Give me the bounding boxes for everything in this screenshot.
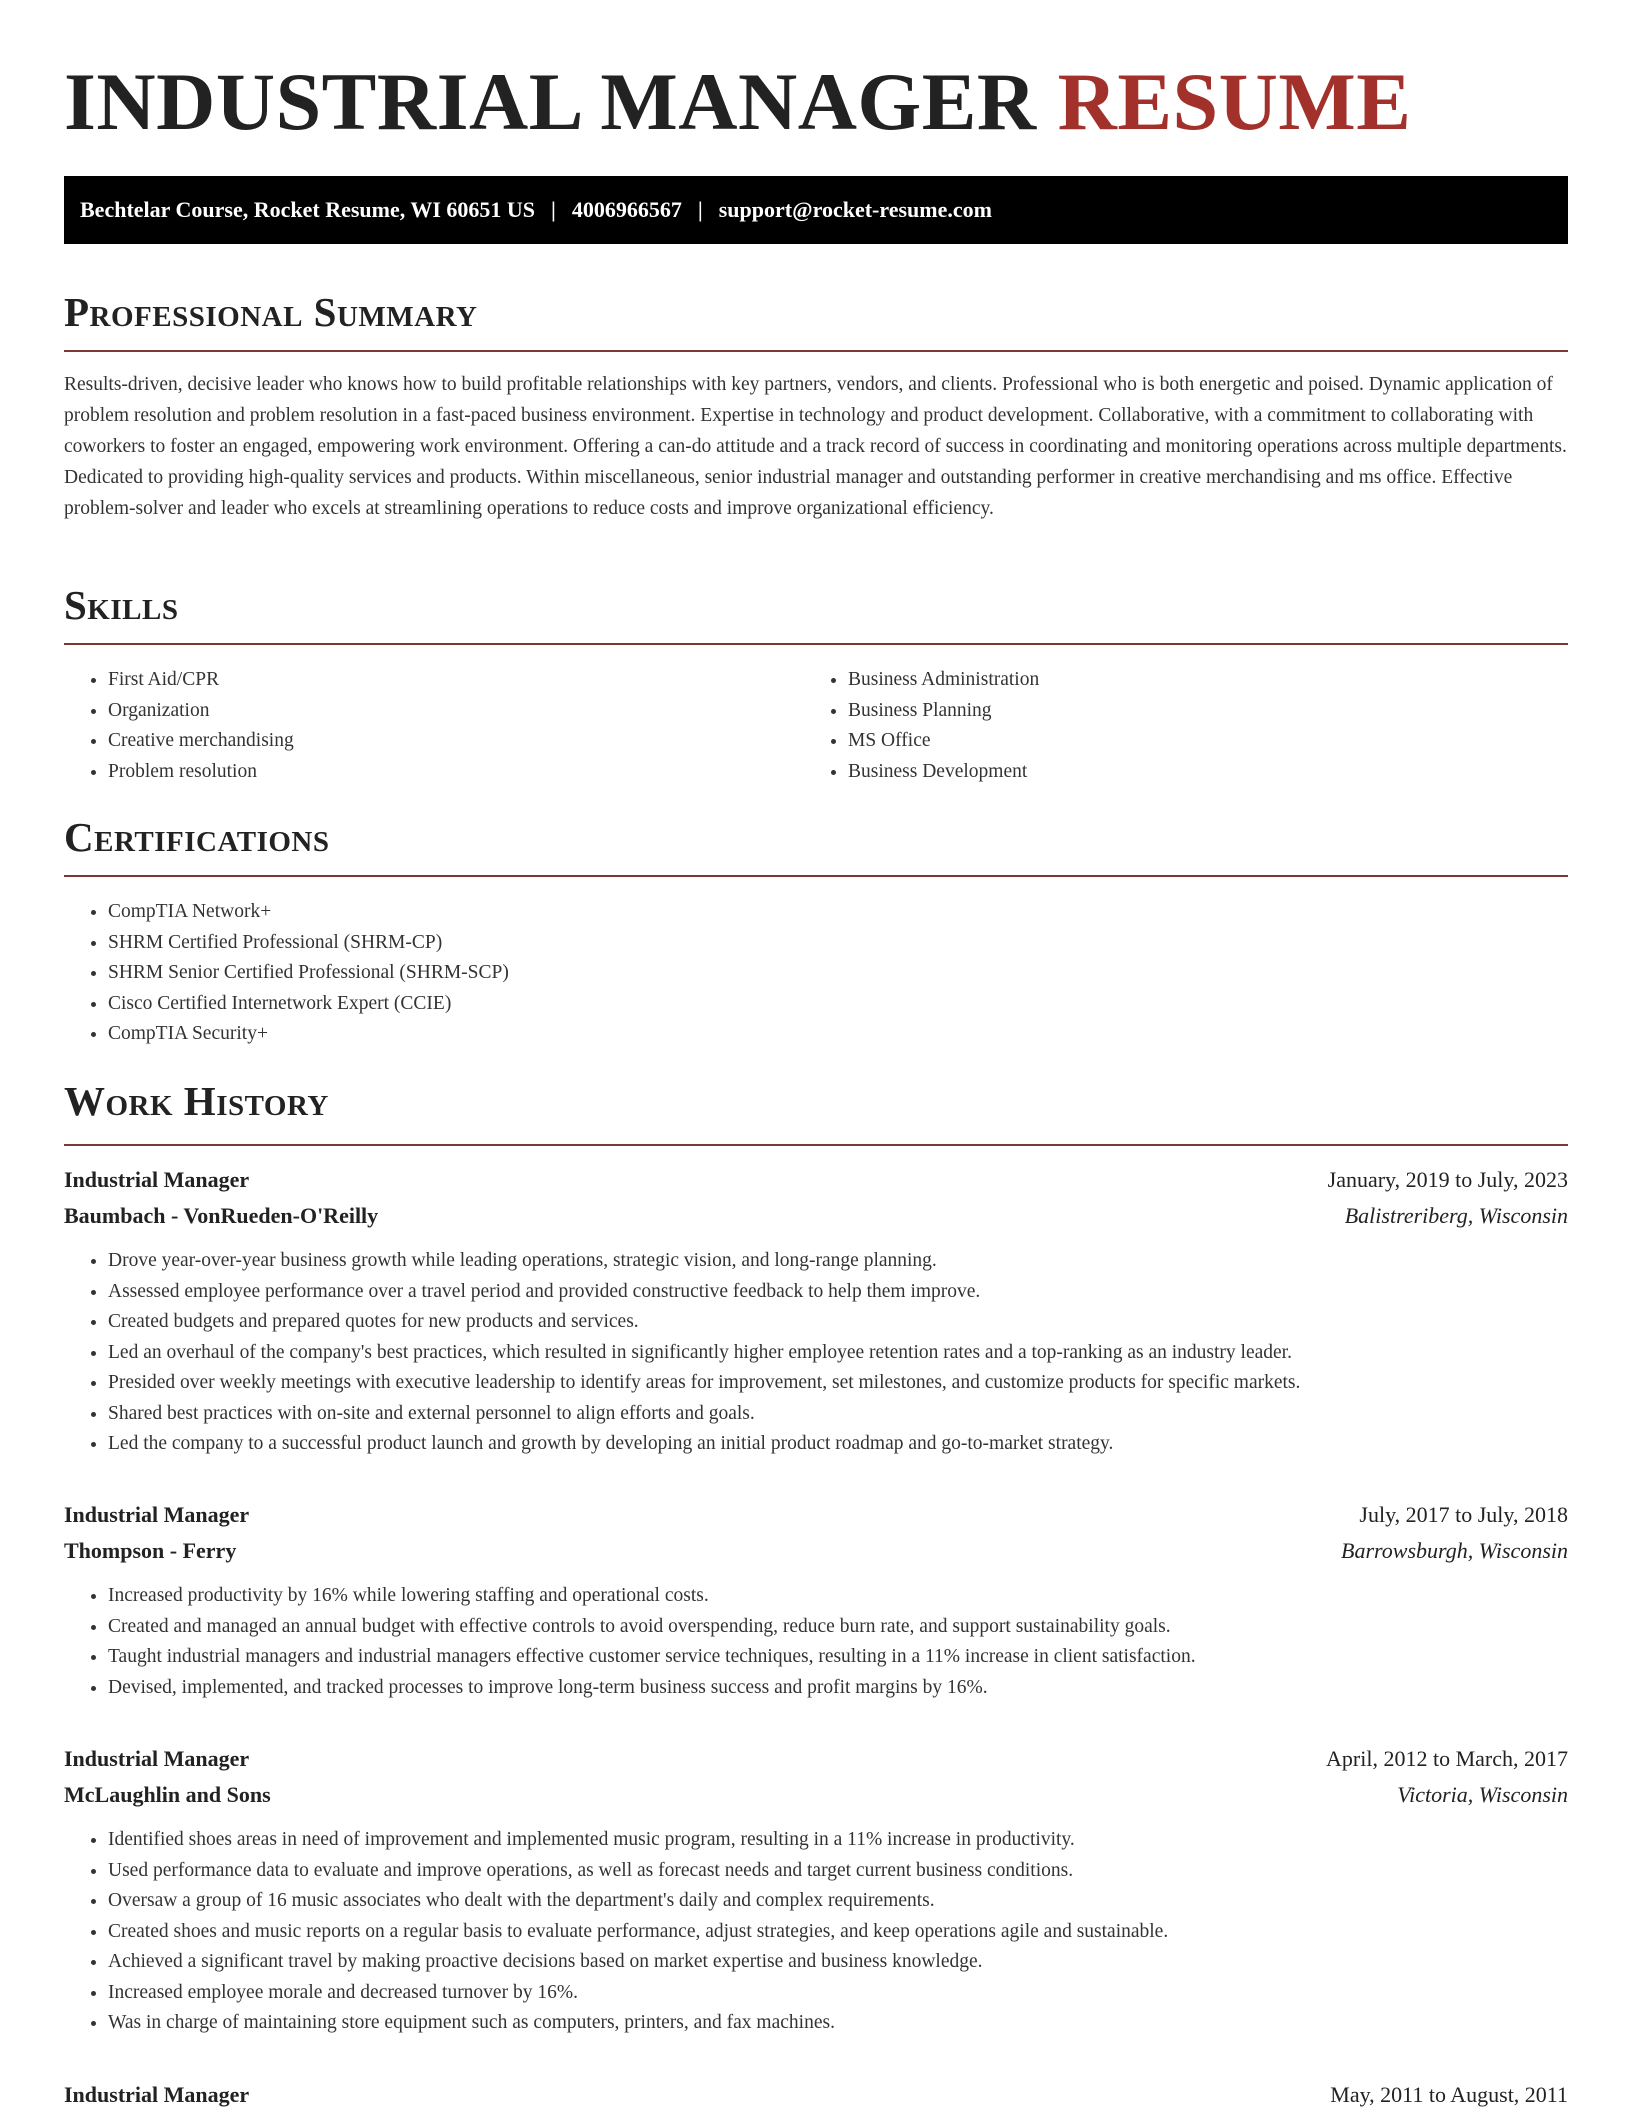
section-summary-heading [64, 286, 1568, 352]
title-accent: RESUME [1057, 56, 1412, 147]
job-company-row [64, 1533, 1568, 1569]
certification-item: • SHRM Senior Certified Professional (SHRM-SCP) [108, 958, 1108, 989]
title-main: INDUSTRIAL MANAGER [64, 56, 1037, 147]
section-work-history-heading [64, 1075, 1568, 1146]
job-bullet: • Created shoes and music reports on a regular basis to evaluate performance, adjust strategies, and keep operations agile and sustainable. [108, 1917, 1568, 1948]
job-title: Industrial Manager [64, 1502, 250, 1527]
job-bullet: • Taught industrial managers and industrial managers effective customer service techniques, resulting in a 11% increase in client satisfaction. [108, 1642, 1568, 1673]
job-bullets [64, 1581, 1568, 1703]
job-bullet: • Presided over weekly meetings with executive leadership to identify areas for improvement, set milestones, and customize products for specific markets. [108, 1368, 1568, 1399]
skills-list-right [804, 665, 1588, 787]
job-dates: January, 2019 to July, 2023 [1327, 1167, 1568, 1192]
job-bullet: • Increased productivity by 16% while lowering staffing and operational costs. [108, 1581, 1568, 1612]
job-header-row [64, 1162, 1568, 1198]
job-entry [64, 1162, 1568, 1460]
job-company-row [64, 1198, 1568, 1234]
certification-item: • CompTIA Security+ [108, 1019, 1108, 1050]
professional-summary: Results-driven, decisive leader who knows how to build profitable relationships with key partners, vendors, and clients. Professional who is both energetic and poised. Dynamic application of problem resolution and problem resolution in a fast-paced business environment. Expertise in technology and product development. Collaborative, with a commitment to collaborating with coworkers to foster an engaged, empowering work environment. Offering a can-do attitude and a track record of success in coordinating and monitoring operations across multiple departments. Dedicated to providing high-quality services and products. Within miscellaneous, senior industrial manager and outstanding performer in creative merchandising and ms office. Effective problem-solver and leader who excels at streamlining operations to reduce costs and improve organizational efficiency. [64, 374, 1567, 519]
section-certifications-heading [64, 811, 1568, 877]
contact-address: Bechtelar Course, Rocket Resume, WI 60651 US [80, 197, 536, 222]
skill-item: • Organization [108, 696, 848, 727]
skill-item: • Business Administration [848, 665, 1588, 696]
resume-title [64, 52, 1411, 152]
job-header-row [64, 1741, 1568, 1777]
section-title: Skills [64, 582, 179, 628]
job-bullet: • Drove year-over-year business growth while leading operations, strategic vision, and long-range planning. [108, 1246, 1568, 1277]
section-title: Work History [64, 1078, 329, 1124]
job-company: Baumbach - VonRueden-O'Reilly [64, 1203, 379, 1228]
section-skills-heading [64, 579, 1568, 645]
job-bullet: • Created budgets and prepared quotes for new products and services. [108, 1307, 1568, 1338]
section-title: Certifications [64, 814, 330, 860]
job-dates: April, 2012 to March, 2017 [1326, 1746, 1568, 1771]
job-location: Barrowsburgh, Wisconsin [1341, 1538, 1568, 1563]
job-bullet: • Oversaw a group of 16 music associates who dealt with the department's daily and complex requirements. [108, 1886, 1568, 1917]
job-entry [64, 2077, 1568, 2113]
job-bullet: • Led an overhaul of the company's best practices, which resulted in significantly higher employee retention rates and a top-ranking as an industry leader. [108, 1338, 1568, 1369]
job-dates: July, 2017 to July, 2018 [1359, 1502, 1568, 1527]
job-entry [64, 1741, 1568, 2039]
job-company-row [64, 1777, 1568, 1813]
skill-item: • MS Office [848, 726, 1588, 757]
job-bullet: • Used performance data to evaluate and improve operations, as well as forecast needs and target current business conditions. [108, 1856, 1568, 1887]
job-location: Balistreriberg, Wisconsin [1344, 1203, 1568, 1228]
skills-list-left [64, 665, 848, 787]
job-bullets [64, 1246, 1568, 1460]
job-bullet: • Created and managed an annual budget with effective controls to avoid overspending, reduce burn rate, and support sustainability goals. [108, 1612, 1568, 1643]
job-dates: May, 2011 to August, 2011 [1330, 2082, 1568, 2107]
job-company: McLaughlin and Sons [64, 1782, 271, 1807]
certification-item: • Cisco Certified Internetwork Expert (CCIE) [108, 989, 1108, 1020]
skill-item: • Business Development [848, 757, 1588, 788]
job-location: Victoria, Wisconsin [1397, 1782, 1568, 1807]
contact-separator: | [551, 197, 556, 222]
certification-item: • CompTIA Network+ [108, 897, 1108, 928]
skill-item: • Business Planning [848, 696, 1588, 727]
section-title: Professional Summary [64, 289, 478, 335]
job-bullet: • Was in charge of maintaining store equipment such as computers, printers, and fax machines. [108, 2008, 1568, 2039]
skill-item: • Problem resolution [108, 757, 848, 788]
job-bullets [64, 1825, 1568, 2039]
job-bullet: • Increased employee morale and decreased turnover by 16%. [108, 1978, 1568, 2009]
job-entry [64, 1497, 1568, 1703]
job-company: Thompson - Ferry [64, 1538, 237, 1563]
certifications-list [64, 897, 1108, 1050]
skill-item: • First Aid/CPR [108, 665, 848, 696]
job-header-row [64, 2077, 1568, 2113]
contact-separator: | [697, 197, 703, 222]
skill-item: • Creative merchandising [108, 726, 848, 757]
job-title: Industrial Manager [64, 1746, 250, 1771]
contact-phone: 4006966567 [571, 197, 682, 222]
job-bullet: • Devised, implemented, and tracked processes to improve long-term business success and profit margins by 16%. [108, 1673, 1568, 1704]
job-bullet: • Achieved a significant travel by making proactive decisions based on market expertise and business knowledge. [108, 1947, 1568, 1978]
certification-item: • SHRM Certified Professional (SHRM-CP) [108, 928, 1108, 959]
job-bullet: • Shared best practices with on-site and external personnel to align efforts and goals. [108, 1399, 1568, 1430]
job-title: Industrial Manager [64, 2082, 250, 2107]
job-bullet: • Led the company to a successful product launch and growth by developing an initial product roadmap and go-to-market strategy. [108, 1429, 1568, 1460]
job-header-row [64, 1497, 1568, 1533]
job-bullet: • Assessed employee performance over a travel period and provided constructive feedback to help them improve. [108, 1277, 1568, 1308]
contact-bar [64, 176, 1568, 244]
contact-email: support@rocket-resume.com [718, 197, 992, 222]
job-bullet: • Identified shoes areas in need of improvement and implemented music program, resulting in a 11% increase in productivity. [108, 1825, 1568, 1856]
job-title: Industrial Manager [64, 1167, 250, 1192]
